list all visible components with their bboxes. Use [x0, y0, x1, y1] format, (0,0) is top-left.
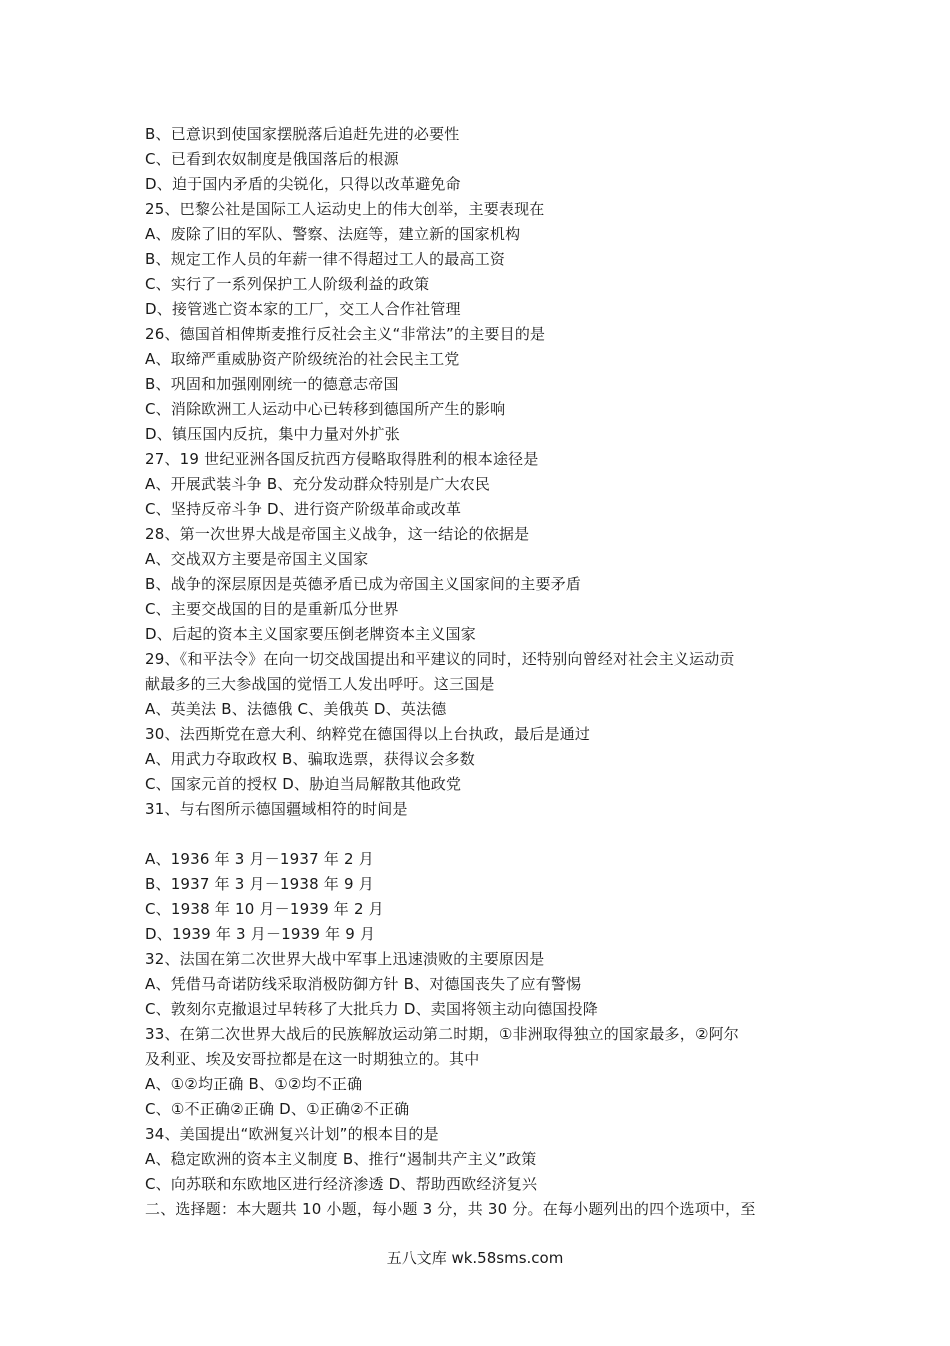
text-line: A、①②均正确 B、①②均不正确 — [145, 1075, 363, 1093]
text-line: D、镇压国内反抗，集中力量对外扩张 — [145, 425, 400, 443]
text-line: D、接管逃亡资本家的工厂，交工人合作社管理 — [145, 300, 461, 318]
text-line: A、英美法 B、法德俄 C、美俄英 D、英法德 — [145, 700, 447, 718]
text-line: A、交战双方主要是帝国主义国家 — [145, 550, 369, 568]
text-line: C、①不正确②正确 D、①正确②不正确 — [145, 1100, 410, 1118]
text-line: 30、法西斯党在意大利、纳粹党在德国得以上台执政，最后是通过 — [145, 725, 591, 743]
text-block-a — [145, 122, 825, 822]
text-line: B、规定工作人员的年薪一律不得超过工人的最高工资 — [145, 250, 506, 268]
text-line: 27、19 世纪亚洲各国反抗西方侵略取得胜利的根本途径是 — [145, 450, 539, 468]
text-line: C、敦刻尔克撤退过早转移了大批兵力 D、卖国将领主动向德国投降 — [145, 1000, 598, 1018]
text-line: C、实行了一系列保护工人阶级利益的政策 — [145, 275, 430, 293]
text-line: B、已意识到使国家摆脱落后追赶先进的必要性 — [145, 125, 460, 143]
text-line: 献最多的三大参战国的觉悟工人发出呼吁。这三国是 — [145, 675, 495, 693]
text-line: B、1937 年 3 月－1938 年 9 月 — [145, 875, 374, 893]
text-line: 28、第一次世界大战是帝国主义战争，这一结论的依据是 — [145, 525, 530, 543]
text-line: 25、巴黎公社是国际工人运动史上的伟大创举，主要表现在 — [145, 200, 545, 218]
text-line: C、坚持反帝斗争 D、进行资产阶级革命或改革 — [145, 500, 462, 518]
document-body — [145, 122, 825, 1222]
text-line: D、1939 年 3 月－1939 年 9 月 — [145, 925, 376, 943]
image-placeholder-gap — [145, 822, 825, 847]
text-line: 33、在第二次世界大战后的民族解放运动第二时期，①非洲取得独立的国家最多，②阿尔 — [145, 1025, 739, 1043]
text-line: C、国家元首的授权 D、胁迫当局解散其他政党 — [145, 775, 462, 793]
text-line: C、消除欧洲工人运动中心已转移到德国所产生的影响 — [145, 400, 506, 418]
text-line: B、巩固和加强刚刚统一的德意志帝国 — [145, 375, 399, 393]
text-line: A、开展武装斗争 B、充分发动群众特别是广大农民 — [145, 475, 491, 493]
text-block-b — [145, 847, 825, 1222]
text-line: D、迫于国内矛盾的尖锐化，只得以改革避免命 — [145, 175, 461, 193]
text-line: C、主要交战国的目的是重新瓜分世界 — [145, 600, 399, 618]
text-line: D、后起的资本主义国家要压倒老牌资本主义国家 — [145, 625, 476, 643]
text-line: 26、德国首相俾斯麦推行反社会主义“非常法”的主要目的是 — [145, 325, 546, 343]
text-line: 及利亚、埃及安哥拉都是在这一时期独立的。其中 — [145, 1050, 480, 1068]
text-line: C、1938 年 10 月－1939 年 2 月 — [145, 900, 384, 918]
text-line: C、已看到农奴制度是俄国落后的根源 — [145, 150, 399, 168]
text-line: 34、美国提出“欧洲复兴计划”的根本目的是 — [145, 1125, 439, 1143]
text-line: C、向苏联和东欧地区进行经济渗透 D、帮助西欧经济复兴 — [145, 1175, 538, 1193]
text-line: 二、选择题：本大题共 10 小题，每小题 3 分，共 30 分。在每小题列出的四个选项中，至 — [145, 1200, 756, 1218]
text-line: A、取缔严重威胁资产阶级统治的社会民主工党 — [145, 350, 460, 368]
text-line: A、1936 年 3 月－1937 年 2 月 — [145, 850, 374, 868]
text-line: A、凭借马奇诺防线采取消极防御方针 B、对德国丧失了应有警惕 — [145, 975, 582, 993]
text-line: A、废除了旧的军队、警察、法庭等，建立新的国家机构 — [145, 225, 521, 243]
text-line: 31、与右图所示德国疆域相符的时间是 — [145, 800, 408, 818]
text-line: 29、《和平法令》在向一切交战国提出和平建议的同时，还特别向曾经对社会主义运动贡 — [145, 650, 735, 668]
text-line: A、用武力夺取政权 B、骗取选票，获得议会多数 — [145, 750, 475, 768]
text-line: 32、法国在第二次世界大战中军事上迅速溃败的主要原因是 — [145, 950, 545, 968]
page-footer: 五八文库 wk.58sms.com — [386, 1249, 564, 1267]
text-line: A、稳定欧洲的资本主义制度 B、推行“遏制共产主义”政策 — [145, 1150, 537, 1168]
text-line: B、战争的深层原因是英德矛盾已成为帝国主义国家间的主要矛盾 — [145, 575, 582, 593]
